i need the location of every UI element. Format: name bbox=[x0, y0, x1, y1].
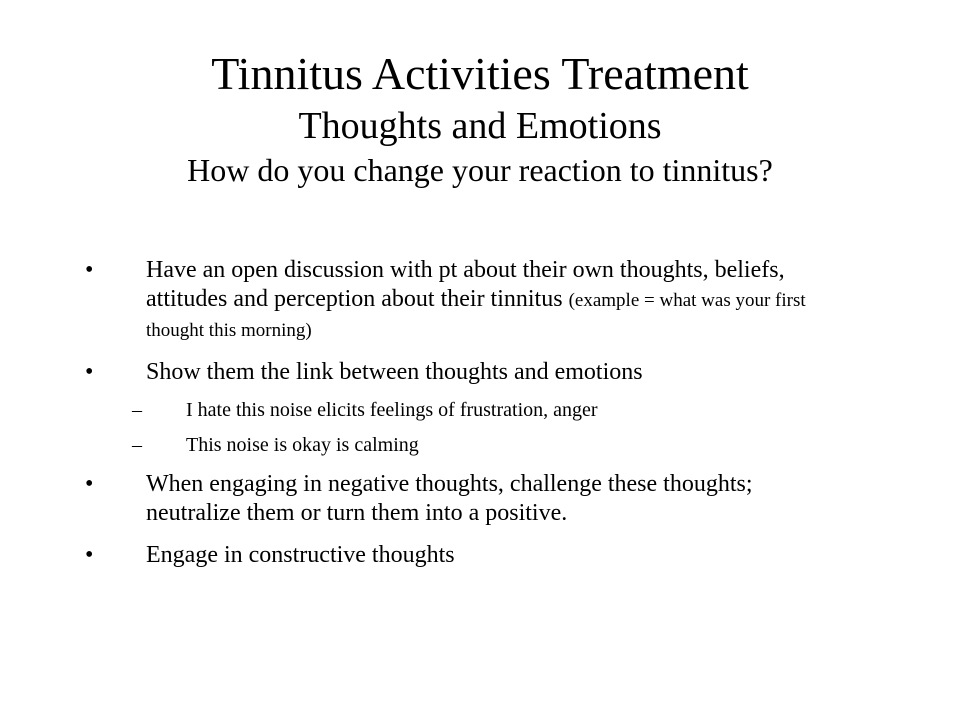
sub-item bbox=[0, 433, 960, 457]
bullet-item bbox=[0, 470, 846, 528]
dash-marker: – bbox=[132, 434, 142, 456]
bullet-text: Have an open discussion with pt about their own thoughts, beliefs, attitudes and perception about their tinnitus bbox=[146, 257, 785, 312]
bullet-item bbox=[0, 256, 846, 345]
bullet-marker: • bbox=[85, 471, 94, 497]
bullet-item bbox=[0, 541, 846, 570]
title-question: How do you change your reaction to tinnitus? bbox=[187, 152, 773, 188]
bullet-marker: • bbox=[85, 542, 94, 568]
bullet-marker: • bbox=[85, 359, 94, 385]
slide-title bbox=[0, 46, 960, 190]
bullet-item bbox=[0, 358, 846, 387]
sub-item-text: I hate this noise elicits feelings of frustration, anger bbox=[186, 399, 598, 421]
title-main: Tinnitus Activities Treatment bbox=[211, 48, 749, 99]
bullet-text: Engage in constructive thoughts bbox=[146, 542, 455, 568]
title-sub: Thoughts and Emotions bbox=[298, 105, 662, 147]
dash-marker: – bbox=[132, 399, 142, 421]
sub-item bbox=[0, 398, 960, 422]
bullet-note: (example = what was your first thought this morning) bbox=[146, 290, 806, 341]
bullet-marker: • bbox=[85, 257, 94, 283]
bullet-text: Show them the link between thoughts and emotions bbox=[146, 359, 643, 385]
bullet-list bbox=[0, 256, 960, 570]
sub-item-text: This noise is okay is calming bbox=[186, 434, 419, 456]
bullet-text: When engaging in negative thoughts, challenge these thoughts; neutralize them or turn them into a positive. bbox=[146, 471, 753, 526]
